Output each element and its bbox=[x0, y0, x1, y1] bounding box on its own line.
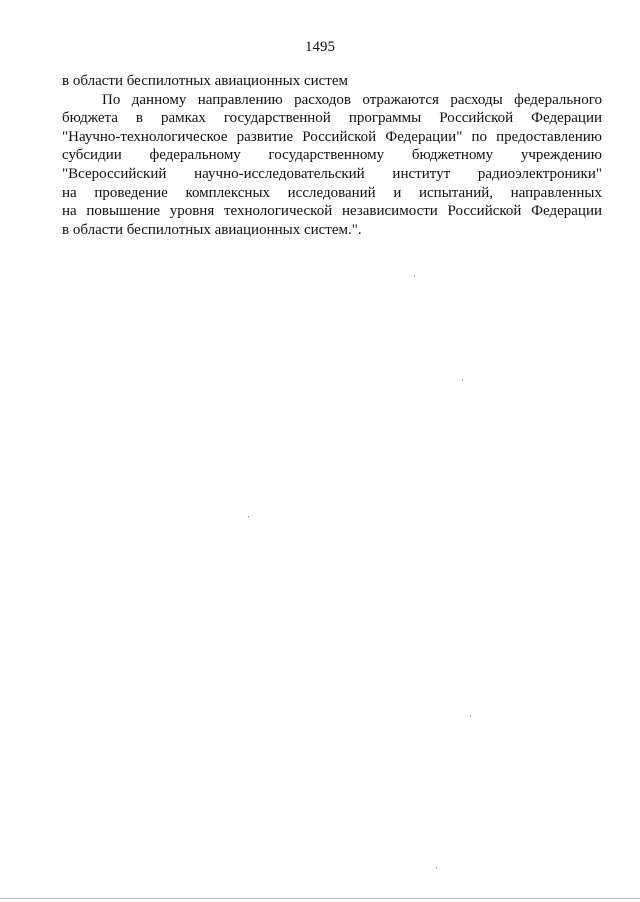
scan-speck bbox=[414, 276, 415, 277]
paragraph-first-line: По данному направлению расходов отражаются расходы федерального bbox=[102, 91, 602, 108]
text-line: "Всероссийский научно-исследовательский институт радиоэлектроники" bbox=[62, 165, 602, 182]
text-line: на повышение уровня технологической независимости Российской Федерации bbox=[62, 203, 602, 220]
text-line: на проведение комплексных исследований и испытаний, направленных bbox=[62, 184, 602, 201]
scan-speck bbox=[462, 379, 463, 380]
scan-speck bbox=[248, 516, 249, 517]
paragraph-last-line: в области беспилотных авиационных систем.". bbox=[62, 221, 362, 238]
document-body bbox=[62, 72, 602, 239]
text-line: "Научно-технологическое развитие Российской Федерации" по предоставлению bbox=[62, 128, 602, 145]
text-line: субсидии федеральному государственному бюджетному учреждению bbox=[62, 147, 602, 164]
scan-speck bbox=[470, 715, 471, 716]
page-number: 1495 bbox=[305, 39, 335, 55]
text-line: бюджета в рамках государственной программы Российской Федерации bbox=[62, 110, 602, 127]
text-line: в области беспилотных авиационных систем bbox=[62, 73, 349, 89]
scan-speck bbox=[436, 867, 437, 868]
scan-edge bbox=[0, 898, 640, 899]
